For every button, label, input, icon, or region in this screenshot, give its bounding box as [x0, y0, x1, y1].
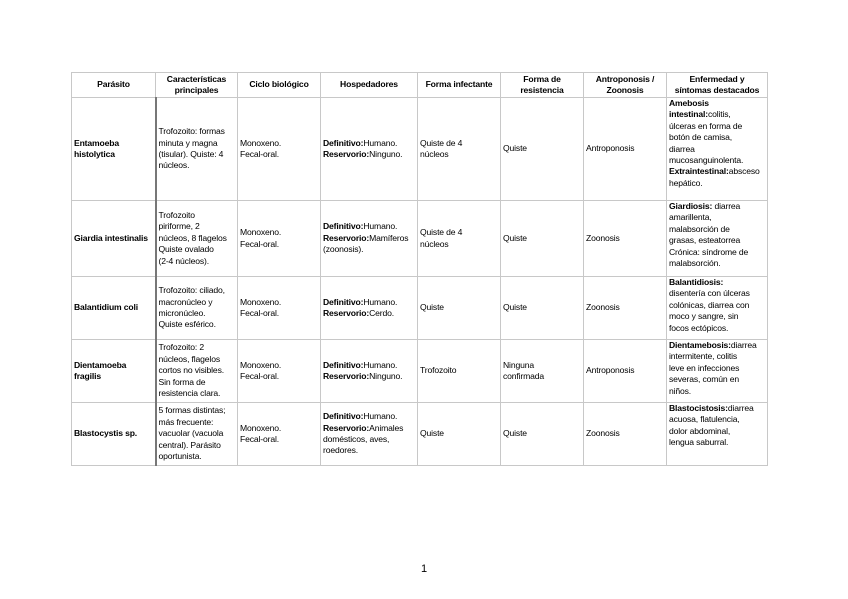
text-line: (tisular). Quiste: 4 [158, 149, 224, 159]
disease-text: absceso [728, 166, 760, 177]
text-line: resistencia clara. [158, 388, 221, 399]
disease-text: focos ectópicos. [669, 322, 729, 333]
text-line: Forma de [523, 73, 561, 84]
disease-text: Crónica: síndrome de [669, 246, 749, 257]
disease-cell [667, 98, 768, 201]
parasite-cell [72, 201, 156, 277]
host-reservoir-value: Mamíferos [369, 232, 409, 243]
host-reservoir-label: Reservorio: [323, 422, 370, 433]
text-line: Fecal-oral. [240, 371, 279, 381]
disease-line [669, 300, 765, 311]
table-body [72, 98, 768, 466]
host-reservoir [323, 308, 415, 319]
text-line: roedores. [323, 445, 358, 456]
disease-text: moco y sangre, sin [669, 311, 739, 322]
disease-text: diarrea [727, 403, 754, 413]
page-number: 1 [420, 563, 428, 575]
host-reservoir [323, 149, 415, 160]
transmission-value: Antroponosis [586, 143, 635, 154]
text-line: fragilis [74, 371, 101, 381]
text-line: Quiste de 4 [420, 137, 463, 148]
text-line: Fecal-oral. [240, 308, 279, 318]
text-line: Antroponosis / [595, 73, 655, 84]
disease-line [669, 98, 765, 109]
disease-text: colitis, [707, 109, 731, 120]
text-line: domésticos, aves, [323, 434, 390, 444]
host-reservoir [323, 371, 415, 382]
disease-term: Blastocistosis: [669, 403, 728, 413]
text-line: Enfermedad y [689, 73, 745, 84]
text-line: Quiste ovalado [158, 244, 214, 255]
text-line: más frecuente: [158, 416, 214, 427]
disease-term: Balantidiosis: [669, 277, 724, 287]
disease-line [669, 363, 765, 374]
column-header [418, 73, 501, 98]
host-definitive-label: Definitivo: [323, 137, 364, 148]
host-definitive-label: Definitivo: [323, 359, 364, 370]
host-definitive [323, 221, 415, 232]
host-definitive [323, 411, 415, 422]
resistance-form-cell [501, 277, 584, 340]
resistance-form-cell [501, 403, 584, 466]
text-line: núcleos [420, 149, 449, 159]
infective-form-cell [418, 403, 501, 466]
disease-text: intermitente, colitis [669, 351, 738, 362]
text-line: Parásito [97, 79, 130, 90]
disease-term: intestinal: [669, 109, 708, 120]
text-line: Forma infectante [425, 79, 493, 90]
infective-form-cell [418, 201, 501, 277]
text-line: núcleos, flagelos [158, 353, 220, 364]
disease-cell [667, 277, 768, 340]
text-line: Quiste de 4 [420, 227, 463, 238]
features-cell [156, 403, 238, 466]
resistance-form-cell [501, 340, 584, 403]
hosts-cell [321, 201, 418, 277]
cycle-cell [238, 201, 321, 277]
cycle-cell [238, 277, 321, 340]
text-line: Blastocystis sp. [74, 428, 138, 439]
text-line: Monoxeno. [240, 137, 282, 148]
disease-line [669, 224, 765, 235]
text-line: Quiste esférico. [158, 319, 216, 330]
host-definitive [323, 297, 415, 308]
disease-line [669, 166, 765, 177]
text-line: (zoonosis). [323, 244, 364, 255]
disease-term: Amebosis [669, 98, 709, 108]
infective-form-cell [418, 98, 501, 201]
transmission-cell [584, 277, 667, 340]
host-definitive-value: Humano. [363, 221, 398, 232]
host-reservoir-label: Reservorio: [323, 371, 370, 381]
hosts-cell [321, 340, 418, 403]
text-line: oportunista. [158, 451, 202, 462]
text-line: principales [174, 85, 219, 95]
host-definitive-value: Humano. [363, 359, 398, 370]
host-definitive-value: Humano. [363, 296, 398, 307]
disease-line [669, 323, 765, 334]
text-line: Entamoeba [74, 137, 119, 148]
hosts-cell [321, 403, 418, 466]
host-reservoir [323, 233, 415, 244]
disease-text: botón de camisa, [669, 132, 733, 143]
text-line: Trofozoito [420, 365, 457, 376]
text-line: núcleos, 8 flagelos [158, 232, 227, 243]
text-line: central). Parásito [158, 439, 221, 450]
host-definitive [323, 138, 415, 149]
text-line: piriforme, 2 [158, 221, 200, 232]
features-cell [156, 340, 238, 403]
disease-term: Extraintestinal: [669, 166, 729, 177]
host-definitive [323, 360, 415, 371]
disease-cell [667, 403, 768, 466]
text-line: Características [166, 73, 227, 84]
text-line: Giardia intestinalis [74, 232, 148, 243]
text-line: Trofozoito [158, 209, 195, 220]
disease-text: diarrea [669, 143, 695, 154]
column-header [238, 73, 321, 98]
disease-text: grasas, esteatorrea [669, 235, 741, 246]
disease-text: lengua saburral. [669, 437, 729, 448]
disease-cell [667, 340, 768, 403]
host-definitive-label: Definitivo: [323, 411, 364, 422]
disease-line [669, 288, 765, 299]
disease-line [669, 235, 765, 246]
disease-line [669, 351, 765, 362]
text-line: histolytica [74, 149, 115, 159]
disease-line [669, 178, 765, 189]
text-line: síntomas destacados [674, 85, 760, 95]
table-row [72, 403, 768, 466]
text-line: Fecal-oral. [240, 434, 279, 444]
text-line: Balantidium coli [74, 302, 138, 313]
disease-text: hepático. [669, 177, 703, 188]
text-line: Zoonosis [606, 85, 644, 95]
table-row [72, 201, 768, 277]
text-line: minuta y magna [158, 137, 218, 148]
text-line: Monoxeno. [240, 359, 282, 370]
disease-line [669, 144, 765, 155]
host-definitive-value: Humano. [363, 137, 398, 148]
disease-line [669, 109, 765, 120]
text-line: Dientamoeba [74, 359, 127, 370]
parasite-cell [72, 403, 156, 466]
text-line: Hospedadores [340, 79, 398, 90]
disease-text: leve en infecciones [669, 362, 740, 373]
disease-line [669, 426, 765, 437]
disease-line [669, 374, 765, 385]
infective-form-cell [418, 340, 501, 403]
disease-line [669, 311, 765, 322]
text-line: micronúcleo. [158, 308, 206, 318]
host-reservoir-label: Reservorio: [323, 308, 370, 318]
disease-line [669, 437, 765, 448]
text-line: Quiste [503, 302, 527, 313]
parasite-cell [72, 277, 156, 340]
disease-text: úlceras en forma de [669, 120, 743, 131]
text-line: confirmada [503, 371, 545, 381]
disease-text: colónicas, diarrea con [669, 299, 750, 310]
disease-line [669, 414, 765, 425]
hosts-cell [321, 98, 418, 201]
parasite-table [71, 72, 768, 466]
text-line: Ninguna [503, 359, 534, 370]
host-reservoir-value: Ninguno. [369, 149, 403, 159]
text-line: Trofozoito: formas [158, 126, 225, 137]
column-header [156, 73, 238, 98]
cycle-cell [238, 340, 321, 403]
disease-text: niños. [669, 385, 692, 396]
table-row [72, 98, 768, 201]
disease-line [669, 212, 765, 223]
text-line: Quiste [503, 428, 527, 439]
header-row [72, 73, 768, 98]
host-reservoir-value: Cerdo. [369, 308, 395, 318]
parasite-cell [72, 340, 156, 403]
features-cell [156, 277, 238, 340]
text-line: Sin forma de [158, 376, 206, 387]
table-row [72, 340, 768, 403]
host-reservoir-label: Reservorio: [323, 232, 370, 243]
transmission-cell [584, 340, 667, 403]
text-line: núcleos. [158, 160, 190, 171]
text-line: Trofozoito: 2 [158, 342, 204, 353]
disease-text: malabsorción de [669, 223, 730, 234]
resistance-form-cell [501, 201, 584, 277]
hosts-cell [321, 277, 418, 340]
disease-line [669, 403, 765, 414]
disease-text: diarrea [712, 201, 741, 211]
host-definitive-label: Definitivo: [323, 221, 364, 232]
text-line: Trofozoito: ciliado, [158, 285, 225, 296]
host-definitive-value: Humano. [363, 411, 398, 422]
text-line: Quiste [503, 232, 527, 243]
text-line: (2-4 núcleos). [158, 255, 209, 266]
disease-line [669, 132, 765, 143]
disease-line [669, 121, 765, 132]
parasite-cell [72, 98, 156, 201]
disease-text: mucosanguinolenta. [669, 155, 744, 166]
host-reservoir-label: Reservorio: [323, 149, 370, 159]
disease-text: malabsorción. [669, 258, 721, 269]
disease-text: disentería con úlceras [669, 288, 750, 299]
column-header [321, 73, 418, 98]
text-line: 5 formas distintas; [158, 405, 226, 416]
disease-cell [667, 201, 768, 277]
cycle-cell [238, 98, 321, 201]
text-line: vacuolar (vacuola [158, 428, 224, 439]
disease-text: amarillenta, [669, 212, 712, 223]
text-line: Quiste [420, 302, 444, 313]
transmission-value: Zoonosis [586, 428, 620, 439]
table-row [72, 277, 768, 340]
disease-text: dolor abdominal, [669, 425, 731, 436]
column-header [501, 73, 584, 98]
column-header [72, 73, 156, 98]
transmission-value: Zoonosis [586, 232, 620, 243]
disease-line [669, 258, 765, 269]
text-line: Quiste [420, 428, 444, 439]
transmission-cell [584, 403, 667, 466]
resistance-form-cell [501, 98, 584, 201]
disease-line [669, 247, 765, 258]
disease-line [669, 340, 765, 351]
text-line: Fecal-oral. [240, 149, 279, 159]
disease-line [669, 277, 765, 288]
text-line: Ciclo biológico [249, 79, 309, 90]
disease-term: Giardiosis: [669, 201, 713, 211]
text-line: Monoxeno. [240, 296, 282, 307]
features-cell [156, 98, 238, 201]
disease-text: severas, común en [669, 374, 740, 385]
text-line: Quiste [503, 143, 527, 154]
text-line: macronúcleo y [158, 296, 213, 307]
host-reservoir-value: Ninguno. [369, 371, 403, 381]
disease-term: Dientamebosis: [669, 340, 731, 350]
features-cell [156, 201, 238, 277]
transmission-value: Antroponosis [586, 365, 635, 376]
transmission-cell [584, 98, 667, 201]
host-definitive-label: Definitivo: [323, 296, 364, 307]
text-line: Fecal-oral. [240, 238, 279, 249]
text-line: cortos no visibles. [158, 365, 224, 376]
disease-line [669, 155, 765, 166]
cycle-cell [238, 403, 321, 466]
transmission-value: Zoonosis [586, 302, 620, 313]
host-reservoir [323, 423, 415, 434]
text-line: resistencia [520, 85, 564, 95]
host-reservoir-value: Animales [369, 422, 404, 433]
infective-form-cell [418, 277, 501, 340]
disease-text: diarrea [730, 340, 757, 350]
column-header [667, 73, 768, 98]
text-line: núcleos [420, 238, 449, 249]
transmission-cell [584, 201, 667, 277]
text-line: Monoxeno. [240, 227, 282, 238]
disease-line [669, 201, 765, 212]
column-header [584, 73, 667, 98]
disease-text: acuosa, flatulencia, [669, 414, 740, 425]
disease-line [669, 386, 765, 397]
text-line: Monoxeno. [240, 422, 282, 433]
